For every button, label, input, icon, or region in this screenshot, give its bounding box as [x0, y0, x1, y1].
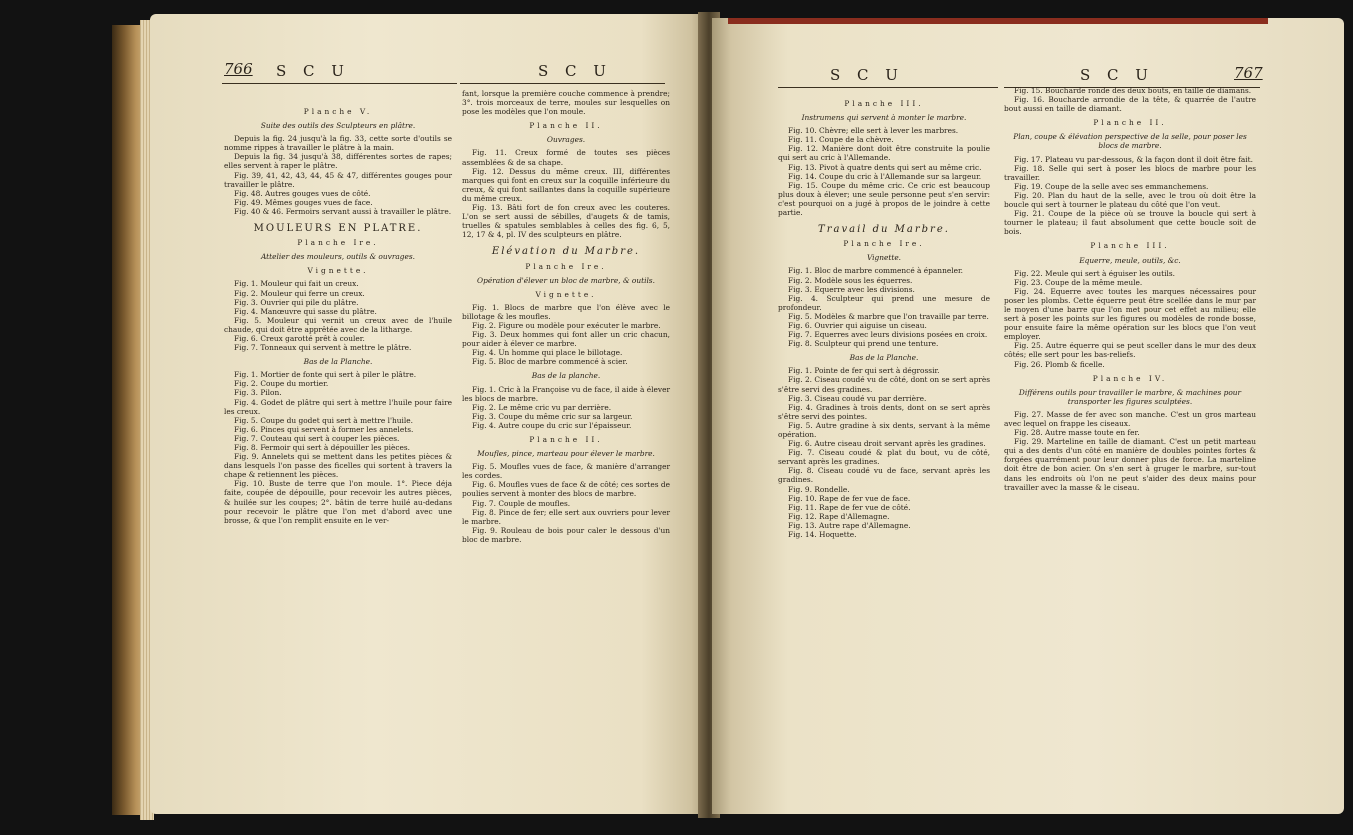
- text-paragraph: Fig. 3. Deux hommes qui font aller un cric chacun, pour aider à élever ce marbre.: [462, 330, 670, 349]
- text-paragraph: Fig. 1. Cric à la Françoise vu de face, il aide à élever les blocs de marbre.: [462, 384, 670, 403]
- text-paragraph: fant, lorsque la première couche commence à prendre; 3°. trois morceaux de terre, moules sur lesquelles on pose les modèles que l'on moule.: [462, 89, 670, 117]
- text-paragraph: Fig. 5. Modèles & marbre que l'on travaille par terre.: [788, 311, 989, 321]
- text-paragraph: Fig. 2. Modèle sous les équerres.: [788, 275, 913, 285]
- text-paragraph: Fig. 6. Ouvrier qui aiguise un ciseau.: [788, 320, 927, 330]
- section-heading: Planche Ire.: [297, 238, 379, 248]
- right-header-2: S C U: [1080, 66, 1154, 84]
- section-heading: Plan, coupe & élévation perspective de la selle, pour poser les blocs de marbre.: [1013, 132, 1247, 151]
- text-paragraph: Fig. 18. Selle qui sert à poser les blocs de marbre pour les travailler.: [1004, 163, 1256, 182]
- text-paragraph: Fig. 3. Equerre avec les divisions.: [788, 284, 915, 294]
- section-heading: Equerre, meule, outils, &c.: [1079, 255, 1181, 265]
- text-paragraph: Fig. 26. Plomb & ficelle.: [1014, 359, 1105, 369]
- text-paragraph: Fig. 4. Gradines à trois dents, dont on se sert après s'être servi des pointes.: [778, 402, 990, 421]
- text-paragraph: Fig. 6. Autre ciseau droit servant après les gradines.: [788, 439, 986, 449]
- text-paragraph: Fig. 5. Autre gradine à six dents, servant à la même opération.: [778, 420, 990, 439]
- text-paragraph: Fig. 49. Mêmes gouges vues de face.: [234, 197, 373, 207]
- text-column-2: [462, 89, 670, 814]
- text-paragraph: Fig. 5. Bloc de marbre commencé à scier.: [472, 357, 628, 367]
- section-heading: Travail du Marbre.: [818, 224, 950, 236]
- text-paragraph: Fig. 9. Rouleau de bois pour caler le dessous d'un bloc de marbre.: [462, 525, 670, 544]
- section-heading: Vignette.: [535, 289, 597, 299]
- text-paragraph: Fig. 13. Bâti fort de fon creux avec les couteres. L'on se sert aussi de sébilles, d'augets & de tamis, truelles & spatules semblables à celles des fig. 6, 5, 12, 17 & 4, pl. IV des sculpteurs en plâtre.: [462, 203, 670, 240]
- text-paragraph: Fig. 2. Le même cric vu par derrière.: [472, 402, 612, 412]
- text-paragraph: Fig. 9. Annelets qui se mettent dans les petites pièces & dans lesquels l'on passe des ficelles qui sortent à travers la chape & retiennent les pièces.: [224, 452, 452, 480]
- header-rule: [778, 87, 998, 88]
- section-heading: Planche Ire.: [525, 261, 607, 271]
- section-heading: Elévation du Marbre.: [491, 246, 641, 258]
- left-header-1: S C U: [276, 62, 350, 80]
- text-paragraph: Fig. 7. Couteau qui sert à couper les pièces.: [234, 433, 400, 443]
- text-paragraph: Fig. 24. Equerre avec toutes les marques nécessaires pour poser les plombs. Cette équerre peut être scellée dans le mur par le moyen d'une barre que l'on met pour cet effet au milieu; elle sert à poser les points sur les figures ou modèles de ronde bosse, pour ensuite faire la même opération sur les blocs que l'on veut employer.: [1004, 286, 1256, 342]
- text-column-1: [224, 102, 452, 814]
- text-paragraph: Fig. 8. Pince de fer; elle sert aux ouvriers pour lever le marbre.: [462, 507, 670, 526]
- text-paragraph: Fig. 7. Ciseau coudé & plat du bout, vu de côté, servant après les gradines.: [778, 448, 990, 467]
- section-heading: Différens outils pour travailler le marbre, & machines pour transporter les figures sculptées.: [1018, 387, 1242, 406]
- text-paragraph: Fig. 12. Dessus du même creux. III, différentes marques qui font en creux sur la coquille inférieure du creux, & qui font saillantes dans la coquille supérieure du même creux.: [462, 166, 670, 203]
- text-paragraph: Fig. 11. Rape de fer vue de côté.: [788, 502, 911, 512]
- text-paragraph: Fig. 16. Boucharde arrondie de la tête, & quarrée de l'autre bout aussi en taille de diamant.: [1004, 95, 1256, 114]
- section-heading: Bas de la Planche.: [303, 357, 373, 367]
- text-paragraph: Fig. 2. Figure ou modèle pour exécuter le marbre.: [472, 320, 661, 330]
- right-header-1: S C U: [830, 66, 904, 84]
- right-folio: 767: [1234, 64, 1263, 82]
- text-paragraph: Fig. 4. Godet de plâtre qui sert à mettre l'huile pour faire les creux.: [224, 397, 452, 416]
- text-paragraph: Fig. 1. Pointe de fer qui sert à dégrossir.: [788, 366, 940, 376]
- section-heading: Planche II.: [529, 121, 603, 131]
- text-paragraph: Fig. 9. Rondelle.: [788, 484, 850, 494]
- text-paragraph: Fig. 10. Buste de terre que l'on moule. 1°. Piece déja faite, coupée de dépouille, pour recevoir les autres pièces, & huilée sur les coupes; 2°. bâtin de terre huilé au-dedans pour recevoir le plâtre que l'on met d'abord avec une brosse, & que l'on remplit ensuite en le ver-: [224, 479, 452, 525]
- section-heading: MOULEURS EN PLATRE.: [253, 223, 423, 235]
- section-heading: Planche V.: [303, 107, 373, 116]
- section-heading: Planche IV.: [1092, 373, 1168, 383]
- text-paragraph: Fig. 17. Plateau vu par-dessous, & la façon dont il doit être fait.: [1014, 154, 1253, 164]
- left-header-2: S C U: [538, 62, 612, 80]
- text-paragraph: Fig. 11. Creux formé de toutes ses pièces assemblées & de sa chape.: [462, 148, 670, 167]
- right-page: [712, 18, 1344, 814]
- text-paragraph: Fig. 8. Ciseau coudé vu de face, servant après les gradines.: [778, 466, 990, 485]
- text-paragraph: Fig. 5. Coupe du godet qui sert à mettre l'huile.: [234, 415, 414, 425]
- text-paragraph: Fig. 4. Autre coupe du cric sur l'épaisseur.: [472, 420, 632, 430]
- section-heading: Planche II.: [529, 435, 603, 444]
- header-rule: [460, 83, 665, 84]
- text-paragraph: Fig. 7. Tonneaux qui servent à mettre le plâtre.: [234, 343, 412, 353]
- text-paragraph: Fig. 10. Rape de fer vue de face.: [788, 493, 911, 503]
- text-paragraph: Fig. 4. Sculpteur qui prend une mesure de profondeur.: [778, 293, 990, 312]
- text-paragraph: Fig. 7. Equerres avec leurs divisions posées en croix.: [788, 330, 988, 340]
- section-heading: Moufles, pince, marteau pour élever le marbre.: [477, 449, 655, 459]
- text-paragraph: Fig. 11. Coupe de la chèvre.: [788, 135, 894, 145]
- left-page: [150, 14, 708, 814]
- section-heading: Instrumens qui servent à monter le marbre.: [801, 113, 967, 123]
- text-paragraph: Fig. 1. Mortier de fonte qui sert à piler le plâtre.: [234, 370, 417, 380]
- section-heading: Planche Ire.: [843, 239, 925, 249]
- text-paragraph: Fig. 6. Creux garotté prêt à couler.: [234, 333, 365, 343]
- section-heading: Vignette.: [866, 253, 902, 263]
- text-paragraph: Fig. 4. Un homme qui place le billotage.: [472, 348, 623, 358]
- text-paragraph: Fig. 5. Moufles vues de face, & manière d'arranger les cordes.: [462, 462, 670, 481]
- text-paragraph: Fig. 12. Manière dont doit être construite la poulie qui sert au cric à l'Allemande.: [778, 144, 990, 163]
- section-heading: Attelier des mouleurs, outils & ouvrages.: [260, 252, 416, 262]
- section-heading: Ouvrages.: [546, 135, 586, 145]
- bookmark-ribbon: [728, 18, 1268, 24]
- text-paragraph: Fig. 13. Autre rape d'Allemagne.: [788, 520, 911, 530]
- text-paragraph: Fig. 23. Coupe de la même meule.: [1014, 277, 1143, 287]
- section-heading: Bas de la planche.: [531, 371, 601, 381]
- text-paragraph: Fig. 2. Mouleur qui ferre un creux.: [234, 288, 365, 298]
- text-paragraph: Fig. 3. Ciseau coudé vu par derrière.: [788, 393, 927, 403]
- text-paragraph: Fig. 27. Masse de fer avec son manche. C'est un gros marteau avec lequel on frappe les ciseaux.: [1004, 409, 1256, 428]
- left-folio: 766: [224, 60, 253, 78]
- text-paragraph: Fig. 12. Rape d'Allemagne.: [788, 511, 890, 521]
- text-paragraph: Fig. 2. Ciseau coudé vu de côté, dont on se sert après s'être servi des gradines.: [778, 375, 990, 394]
- text-paragraph: Fig. 28. Autre masse toute en fer.: [1014, 428, 1140, 438]
- text-column-4: [1004, 86, 1256, 814]
- text-paragraph: Fig. 40 & 46. Fermoirs servant aussi à travailler le plâtre.: [234, 206, 452, 216]
- text-paragraph: Fig. 6. Moufles vues de face & de côté; ces sortes de poulies servent à monter des blocs de marbre.: [462, 480, 670, 499]
- text-paragraph: Fig. 7. Couple de moufles.: [472, 498, 571, 508]
- text-paragraph: Fig. 48. Autres gouges vues de côté.: [234, 188, 371, 198]
- text-paragraph: Fig. 8. Sculpteur qui prend une tenture.: [788, 339, 939, 349]
- text-paragraph: Fig. 4. Manœuvre qui sasse du plâtre.: [234, 306, 377, 316]
- section-heading: Suite des outils des Sculpteurs en plâtre.: [260, 121, 416, 131]
- text-paragraph: Fig. 6. Pinces qui servent à former les annelets.: [234, 424, 414, 434]
- text-paragraph: Fig. 15. Coupe du même cric. Ce cric est beaucoup plus doux à élever; une seule personne peut s'en servir: c'est pourquoi on a jugé à propos de le joindre à cette partie.: [778, 180, 990, 218]
- text-paragraph: Fig. 1. Mouleur qui fait un creux.: [234, 279, 359, 289]
- text-paragraph: Fig. 22. Meule qui sert à éguiser les outils.: [1014, 268, 1175, 278]
- text-paragraph: Fig. 19. Coupe de la selle avec ses emmanchemens.: [1014, 181, 1209, 191]
- text-paragraph: Depuis la fig. 24 jusqu'à la fig. 33, cette sorte d'outils se nomme rippes à travailler le plâtre à la main.: [224, 134, 452, 153]
- text-paragraph: Fig. 1. Bloc de marbre commencé à épanneler.: [788, 266, 964, 276]
- text-paragraph: Fig. 8. Fermoir qui sert à dépouiller les pièces.: [234, 443, 411, 452]
- header-rule: [222, 83, 457, 84]
- text-paragraph: Fig. 39, 41, 42, 43, 44, 45 & 47, différentes gouges pour travailler le plâtre.: [224, 170, 452, 189]
- text-paragraph: Depuis la fig. 34 jusqu'à 38, différentes sortes de rapes; elles servent à raper le plâtre.: [224, 152, 452, 171]
- text-paragraph: Fig. 10. Chèvre; elle sert à lever les marbres.: [788, 126, 959, 136]
- text-paragraph: Fig. 20. Plan du haut de la selle, avec le trou où doit être la boucle qui sert à tourner le plateau du côté que l'on veut.: [1004, 190, 1256, 210]
- text-paragraph: Fig. 3. Pilon.: [234, 388, 282, 398]
- text-paragraph: Fig. 14. Coupe du cric à l'Allemande sur sa largeur.: [788, 171, 982, 181]
- text-paragraph: Fig. 15. Boucharde ronde des deux bouts, en taille de diamans.: [1014, 86, 1252, 95]
- section-heading: Planche II.: [1093, 118, 1167, 128]
- text-paragraph: Fig. 29. Marteline en taille de diamant. C'est un petit marteau qui a des dents d'un côté en manière de doubles pointes fortes & forgées quarrément pour leur donner plus de force. La marteline doit être de bon acier. On s'en sert à gruger le marbre, sur-tout dans les endroits où l'on ne peut s'aider des deux mains pour travailler avec la masse & le ciseau.: [1004, 437, 1256, 492]
- text-paragraph: Fig. 3. Coupe du même cric sur sa largeur.: [472, 411, 633, 421]
- text-paragraph: Fig. 21. Coupe de la pièce où se trouve la boucle qui sert à tourner le plateau; il faut absolument que cette boucle soit de bois.: [1004, 209, 1256, 237]
- text-paragraph: Fig. 25. Autre équerre qui se peut sceller dans le mur des deux côtés; elle sert pour les bas-reliefs.: [1004, 341, 1256, 360]
- section-heading: Opération d'élever un bloc de marbre, & outils.: [477, 275, 655, 285]
- text-paragraph: Fig. 3. Ouvrier qui pile du plâtre.: [234, 297, 359, 307]
- section-heading: Vignette.: [307, 266, 369, 276]
- text-paragraph: Fig. 14. Hoquette.: [788, 530, 857, 540]
- text-paragraph: Fig. 2. Coupe du mortier.: [234, 379, 329, 389]
- section-heading: Planche III.: [1090, 241, 1170, 251]
- text-paragraph: Fig. 5. Mouleur qui vernit un creux avec de l'huile chaude, qui doit être apprêtée avec de la litharge.: [224, 315, 452, 334]
- text-paragraph: Fig. 13. Pivot à quatre dents qui sert au même cric.: [788, 162, 982, 172]
- section-heading: Bas de la Planche.: [849, 353, 919, 363]
- text-paragraph: Fig. 1. Blocs de marbre que l'on élève avec le billotage & les moufles.: [462, 302, 670, 321]
- section-heading: Planche III.: [844, 99, 924, 108]
- text-column-3: [778, 94, 990, 814]
